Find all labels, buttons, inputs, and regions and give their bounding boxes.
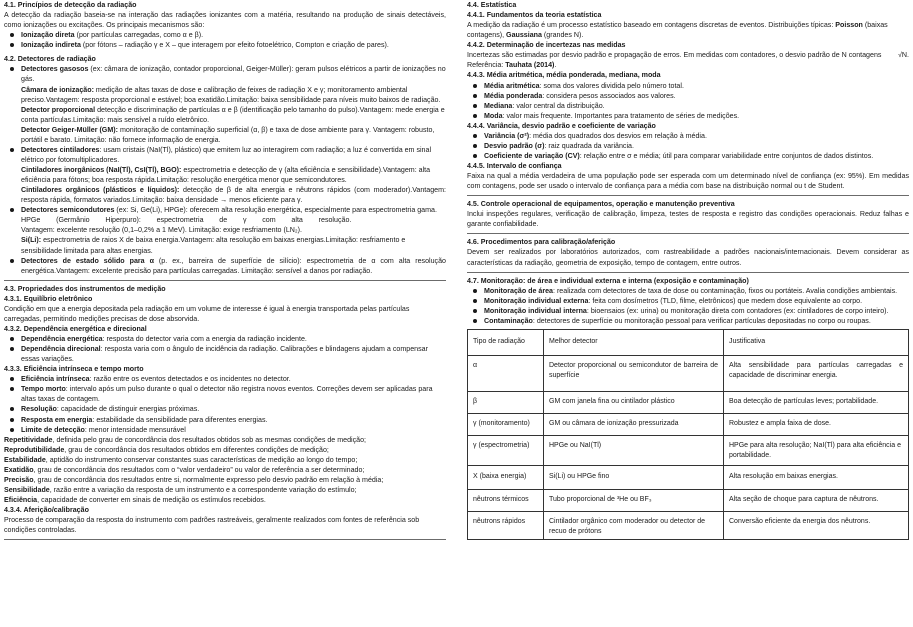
list-item: Desvio padrão (σ): raiz quadrada da variância.	[467, 141, 909, 151]
table-row	[468, 435, 909, 465]
geiger-muller-text: Detector Geiger-Müller (GM): monitoração de contaminação superficial (α, β) e taxa de dose ambiente para γ. Vantagem: robusto, portátil e barato. Limitação: não fornece informação de energia.	[21, 125, 435, 144]
list-item: Monitoração individual interna: bioensaios (ex: urina) ou monitoração direta com contadores (ex: cintiladores de corpo inteiro).	[467, 306, 909, 316]
table-cell: β	[468, 391, 544, 413]
sensibilidade-text: Sensibilidade, razão entre a variação da resposta de um instrumento e a correspondente variação do estímulo;	[4, 485, 357, 494]
left-column	[4, 0, 446, 543]
list-item: Eficiência intrínseca: razão entre os eventos detectados e os incidentes no detector.	[4, 374, 446, 384]
section-4-6-text: Devem ser realizados por laboratórios autorizados, com rastreabilidade a padrões nacionais/internacionais. Devem considerar as características da radiação, geometria de exposição, tempo de contagem, entre outros.	[467, 248, 909, 267]
list-item: Tempo morto: intervalo após um pulso durante o qual o detector não registra novos eventos. Correções devem ser aplicadas para altas taxas de contagem.	[4, 384, 446, 404]
section-4-1-title: 4.1. Princípios de detecção da radiação	[4, 1, 137, 9]
right-column	[467, 0, 909, 540]
list-item: Resposta em energia: estabilidade da sensibilidade para diferentes energias.	[4, 415, 446, 425]
table-row	[468, 465, 909, 489]
table-cell: Robustez e ampla faixa de dose.	[724, 413, 909, 435]
section-4-5-text: Inclui inspeções regulares, verificação de calibração, limpeza, testes de resposta e registro das condições operacionais. Reduz falhas e garante confiabilidade.	[467, 210, 909, 229]
section-4-4-5-title: 4.4.5. Intervalo de confiança	[467, 162, 562, 170]
list-item: Resolução: capacidade de distinguir energias próximas.	[4, 404, 446, 414]
table-header: Justificativa	[724, 329, 909, 355]
section-4-7-title: 4.7. Monitoração: de área e individual externa e interna (exposição e contaminação)	[467, 276, 749, 285]
hpge-text: HPGe (Germânio Hiperpuro): espectrometria de γ com alta resolução.	[21, 216, 352, 225]
precisao-text: Precisão, grau de concordância dos resultados entre si, normalmente expresso pelo desvio padrão em relação à média;	[4, 475, 384, 484]
table-header-row	[468, 329, 909, 355]
list-item: Mediana: valor central da distribuição.	[467, 101, 909, 111]
proportional-detector-text: Detector proporcional detecção e discriminação de partículas α e β (identificação pelo tamanho do pulso).Vantagem: mede energia e conta partículas.Limitação: mais sensível a ruído eletrônico.	[21, 105, 445, 124]
section-4-4-title: 4.4. Estatística	[467, 1, 517, 9]
table-cell: Conversão eficiente da energia dos nêutrons.	[724, 511, 909, 539]
table-cell: Alta resolução em baixas energias.	[724, 465, 909, 489]
detection-mechanisms-list	[4, 30, 446, 50]
sili-text: Si(Li): espectrometria de raios X de baixa energia.Vantagem: alta resolução em baixas energias.Limitação: resfriamento e sensibilidade limitada para altas energias.	[21, 236, 406, 255]
inorganic-scintillators-text: Cintiladores inorgânicos (NaI(Tl), CsI(Tl), BGO): espectrometria e detecção de γ (alta eficiência e sensibilidade).Vantagem: alta eficiência para fótons; boa resposta rápida.Limitação: resolução energética menor que semicondutores.	[21, 166, 431, 185]
section-4-5-title: 4.5. Controle operacional de equipamentos, operação e manutenção preventiva	[467, 200, 735, 209]
divider	[467, 233, 909, 234]
divider	[467, 272, 909, 273]
table-cell: Tubo proporcional de ³He ou BF₃	[544, 489, 724, 511]
list-item: Moda: valor mais frequente. Importantes para tratamento de séries de medições.	[467, 111, 909, 121]
list-item: Dependência energética: resposta do detector varia com a energia da radiação incidente.	[4, 334, 446, 344]
table-cell: nêutrons térmicos	[468, 489, 544, 511]
section-4-3-3-title: 4.3.3. Eficiência intrínseca e tempo morto	[4, 365, 144, 374]
list-item: Detectores semicondutores (ex: Si, Ge(Li), HPGe): oferecem alta resolução energética, especialmente para espectrometria gama.	[4, 205, 446, 215]
table-row	[468, 355, 909, 391]
section-4-3-1-title: 4.3.1. Equilíbrio eletrônico	[4, 294, 93, 303]
list-item: Monitoração de área: realizada com detectores de taxa de dose ou contaminação, fixos ou portáteis. Avalia condições ambientais.	[467, 286, 909, 296]
table-cell: Alta seção de choque para captura de nêutrons.	[724, 489, 909, 511]
list-item: Detectores cintiladores: usam cristais (NaI(Tl), plástico) que emitem luz ao interagirem com radiação; a luz é convertida em sinal elétrico por fotomultiplicadores.	[4, 145, 446, 165]
table-header: Melhor detector	[544, 329, 724, 355]
section-4-2-title: 4.2. Detectores de radiação	[4, 55, 96, 64]
list-item: Contaminação: detectores de superfície ou monitoração pessoal para verificar partículas depositadas no corpo ou roupas.	[467, 316, 909, 326]
section-4-4-1-title: 4.4.1. Fundamentos da teoria estatística	[467, 11, 602, 20]
organic-scintillators-text: Cintiladores orgânicos (plásticos e líquidos): detecção de β de alta energia e nêutrons rápidos (com moderador).Vantagem: resposta rápida, formatos variados.Limitação: baixa densidade → menos eficiente para γ.	[21, 186, 446, 205]
table-cell: HPGe ou NaI(Tl)	[544, 435, 724, 465]
table-cell: Boa detecção de partículas leves; portabilidade.	[724, 391, 909, 413]
exatidao-text: Exatidão, grau de concordância dos resultados com o “valor verdadeiro” ou valor de referência a ser determinado;	[4, 465, 365, 474]
eficiencia-text: Eficiência, capacidade de converter em sinais de medição os estímulos recebidos.	[4, 496, 266, 504]
reprodutibilidade-text: Reprodutibilidade, grau de concordância dos resultados obtidos em diferentes condições de medição;	[4, 445, 329, 454]
table-cell: α	[468, 355, 544, 391]
table-row	[468, 391, 909, 413]
table-row	[468, 413, 909, 435]
list-item: Monitoração individual externa: feita com dosímetros (TLD, filme, eletrônicos) que medem dose equivalente ao corpo.	[467, 296, 909, 306]
list-item: Detectores gasosos (ex: câmara de ionização, contador proporcional, Geiger-Müller): geram pulsos elétricos a partir de ionizações no gás.	[4, 64, 446, 84]
sqrt-n: √N.	[898, 51, 909, 60]
table-cell: GM ou câmara de ionização pressurizada	[544, 413, 724, 435]
table-header: Tipo de radiação	[468, 329, 544, 355]
section-4-4-3-title: 4.4.3. Média aritmética, média ponderada, mediana, moda	[467, 71, 661, 80]
section-4-6-title: 4.6. Procedimentos para calibração/aferição	[467, 238, 616, 247]
list-item: Detectores de estado sólido para α (p. ex., barreira de superfície de silício): espectrometria de α com alta resolução energética.Vantagem: excelente precisão para partículas carregadas. Limitação: sensível a danos por radiação.	[4, 256, 446, 276]
divider	[467, 195, 909, 196]
repetitividade-text: Repetitividade, definida pelo grau de concordância dos resultados obtidos sob as mesmas condições de medição;	[4, 435, 366, 444]
hpge-text-2: Vantagem: excelente resolução (0,1–0,2% a 1 MeV). Limitação: exige resfriamento (LN₂).	[21, 226, 302, 235]
table-cell: X (baixa energia)	[468, 465, 544, 489]
ionization-chamber-text: Câmara de ionização: medição de altas taxas de dose e calibração de feixes de radiação X e γ; monitoramento ambiental preciso.Vantagem: resposta proporcional e estável; boa exatidão.Limitação: baixa sensibilidade para níveis muito baixos de radiação.	[21, 85, 441, 104]
list-item: Ionização direta (por partículas carregadas, como α e β).	[4, 30, 446, 40]
estabilidade-text: Estabilidade, aptidão do instrumento conservar constantes suas características de medição ao longo do tempo;	[4, 455, 358, 464]
section-4-3-4-title: 4.3.4. Aferição/calibração	[4, 506, 89, 515]
list-item: Variância (σ²): média dos quadrados dos desvios em relação à média.	[467, 131, 909, 141]
table-cell: γ (espectrometria)	[468, 435, 544, 465]
table-cell: Alta sensibilidade para partículas carregadas e capacidade de discriminar energia.	[724, 355, 909, 391]
section-4-4-4-title: 4.4.4. Variância, desvio padrão e coeficiente de variação	[467, 121, 656, 130]
divider	[4, 539, 446, 540]
list-item: Dependência direcional: resposta varia com o ângulo de incidência da radiação. Calibrações e blindagens ajudam a compensar essas variações.	[4, 344, 446, 364]
detectors-list	[4, 64, 446, 84]
section-4-3-title: 4.3. Propriedades dos instrumentos de medição	[4, 284, 166, 293]
section-4-3-4-text: Processo de comparação da resposta do instrumento com padrões rastreáveis, geralmente realizados com fontes de referência sob condições controladas.	[4, 516, 420, 535]
section-4-3-2-title: 4.3.2. Dependência energética e direcional	[4, 324, 147, 333]
table-cell: Detector proporcional ou semicondutor de barreira de superfície	[544, 355, 724, 391]
divider	[4, 280, 446, 281]
section-4-4-2-title: 4.4.2. Determinação de incertezas nas medidas	[467, 41, 626, 50]
section-4-1-text: A detecção da radiação baseia-se na interação das radiações ionizantes com a matéria, resultando na produção de sinais detectáveis, como ionizações ou excitações. Os principais mecanismos são:	[4, 11, 446, 30]
table-cell: Si(Li) ou HPGe fino	[544, 465, 724, 489]
table-cell: GM com janela fina ou cintilador plástico	[544, 391, 724, 413]
list-item: Ionização indireta (por fótons – radiação γ e X – que interagem por efeito fotoelétrico, Compton e criação de pares).	[4, 40, 446, 50]
section-4-4-1-text: A medição da radiação é um processo estatístico baseado em contagens discretas de eventos. Distribuições típicas: Poisson (baixas contagens), Gaussiana (grandes N).	[467, 21, 888, 40]
detector-table	[467, 329, 909, 540]
reference-text: Referência: Tauhata (2014).	[467, 61, 557, 70]
section-4-4-2-text: Incertezas são estimadas por desvio padrão e propagação de erros. Em medidas com contadores, o desvio padrão de N contagens √N.	[467, 51, 909, 60]
table-cell: HPGe para alta resolução; NaI(Tl) para alta eficiência e portabilidade.	[724, 435, 909, 465]
table-cell: Cintilador orgânico com moderador ou detector de recuo de prótons	[544, 511, 724, 539]
table-row	[468, 511, 909, 539]
table-row	[468, 489, 909, 511]
table-cell: γ (monitoramento)	[468, 413, 544, 435]
list-item: Limite de detecção: menor intensidade mensurável	[4, 425, 446, 435]
list-item: Média aritmética: soma dos valores dividida pelo número total.	[467, 81, 909, 91]
table-cell: nêutrons rápidos	[468, 511, 544, 539]
section-4-3-1-text: Condição em que a energia depositada pela radiação em um volume de interesse é igual à energia transportada pelas partículas carregadas, permitindo medições precisas de dose absorvida.	[4, 304, 410, 323]
list-item: Coeficiente de variação (CV): relação entre σ e média; útil para comparar variabilidade entre conjuntos de dados distintos.	[467, 151, 909, 161]
section-4-4-5-text: Faixa na qual a média verdadeira de uma população pode ser esperada com um determinado nível de confiança (ex: 95%). Em medidas com contagens, pode ser usado o intervalo de confiança para a média com base na distribuição normal ou t de Student.	[467, 172, 909, 191]
list-item: Média ponderada: considera pesos associados aos valores.	[467, 91, 909, 101]
